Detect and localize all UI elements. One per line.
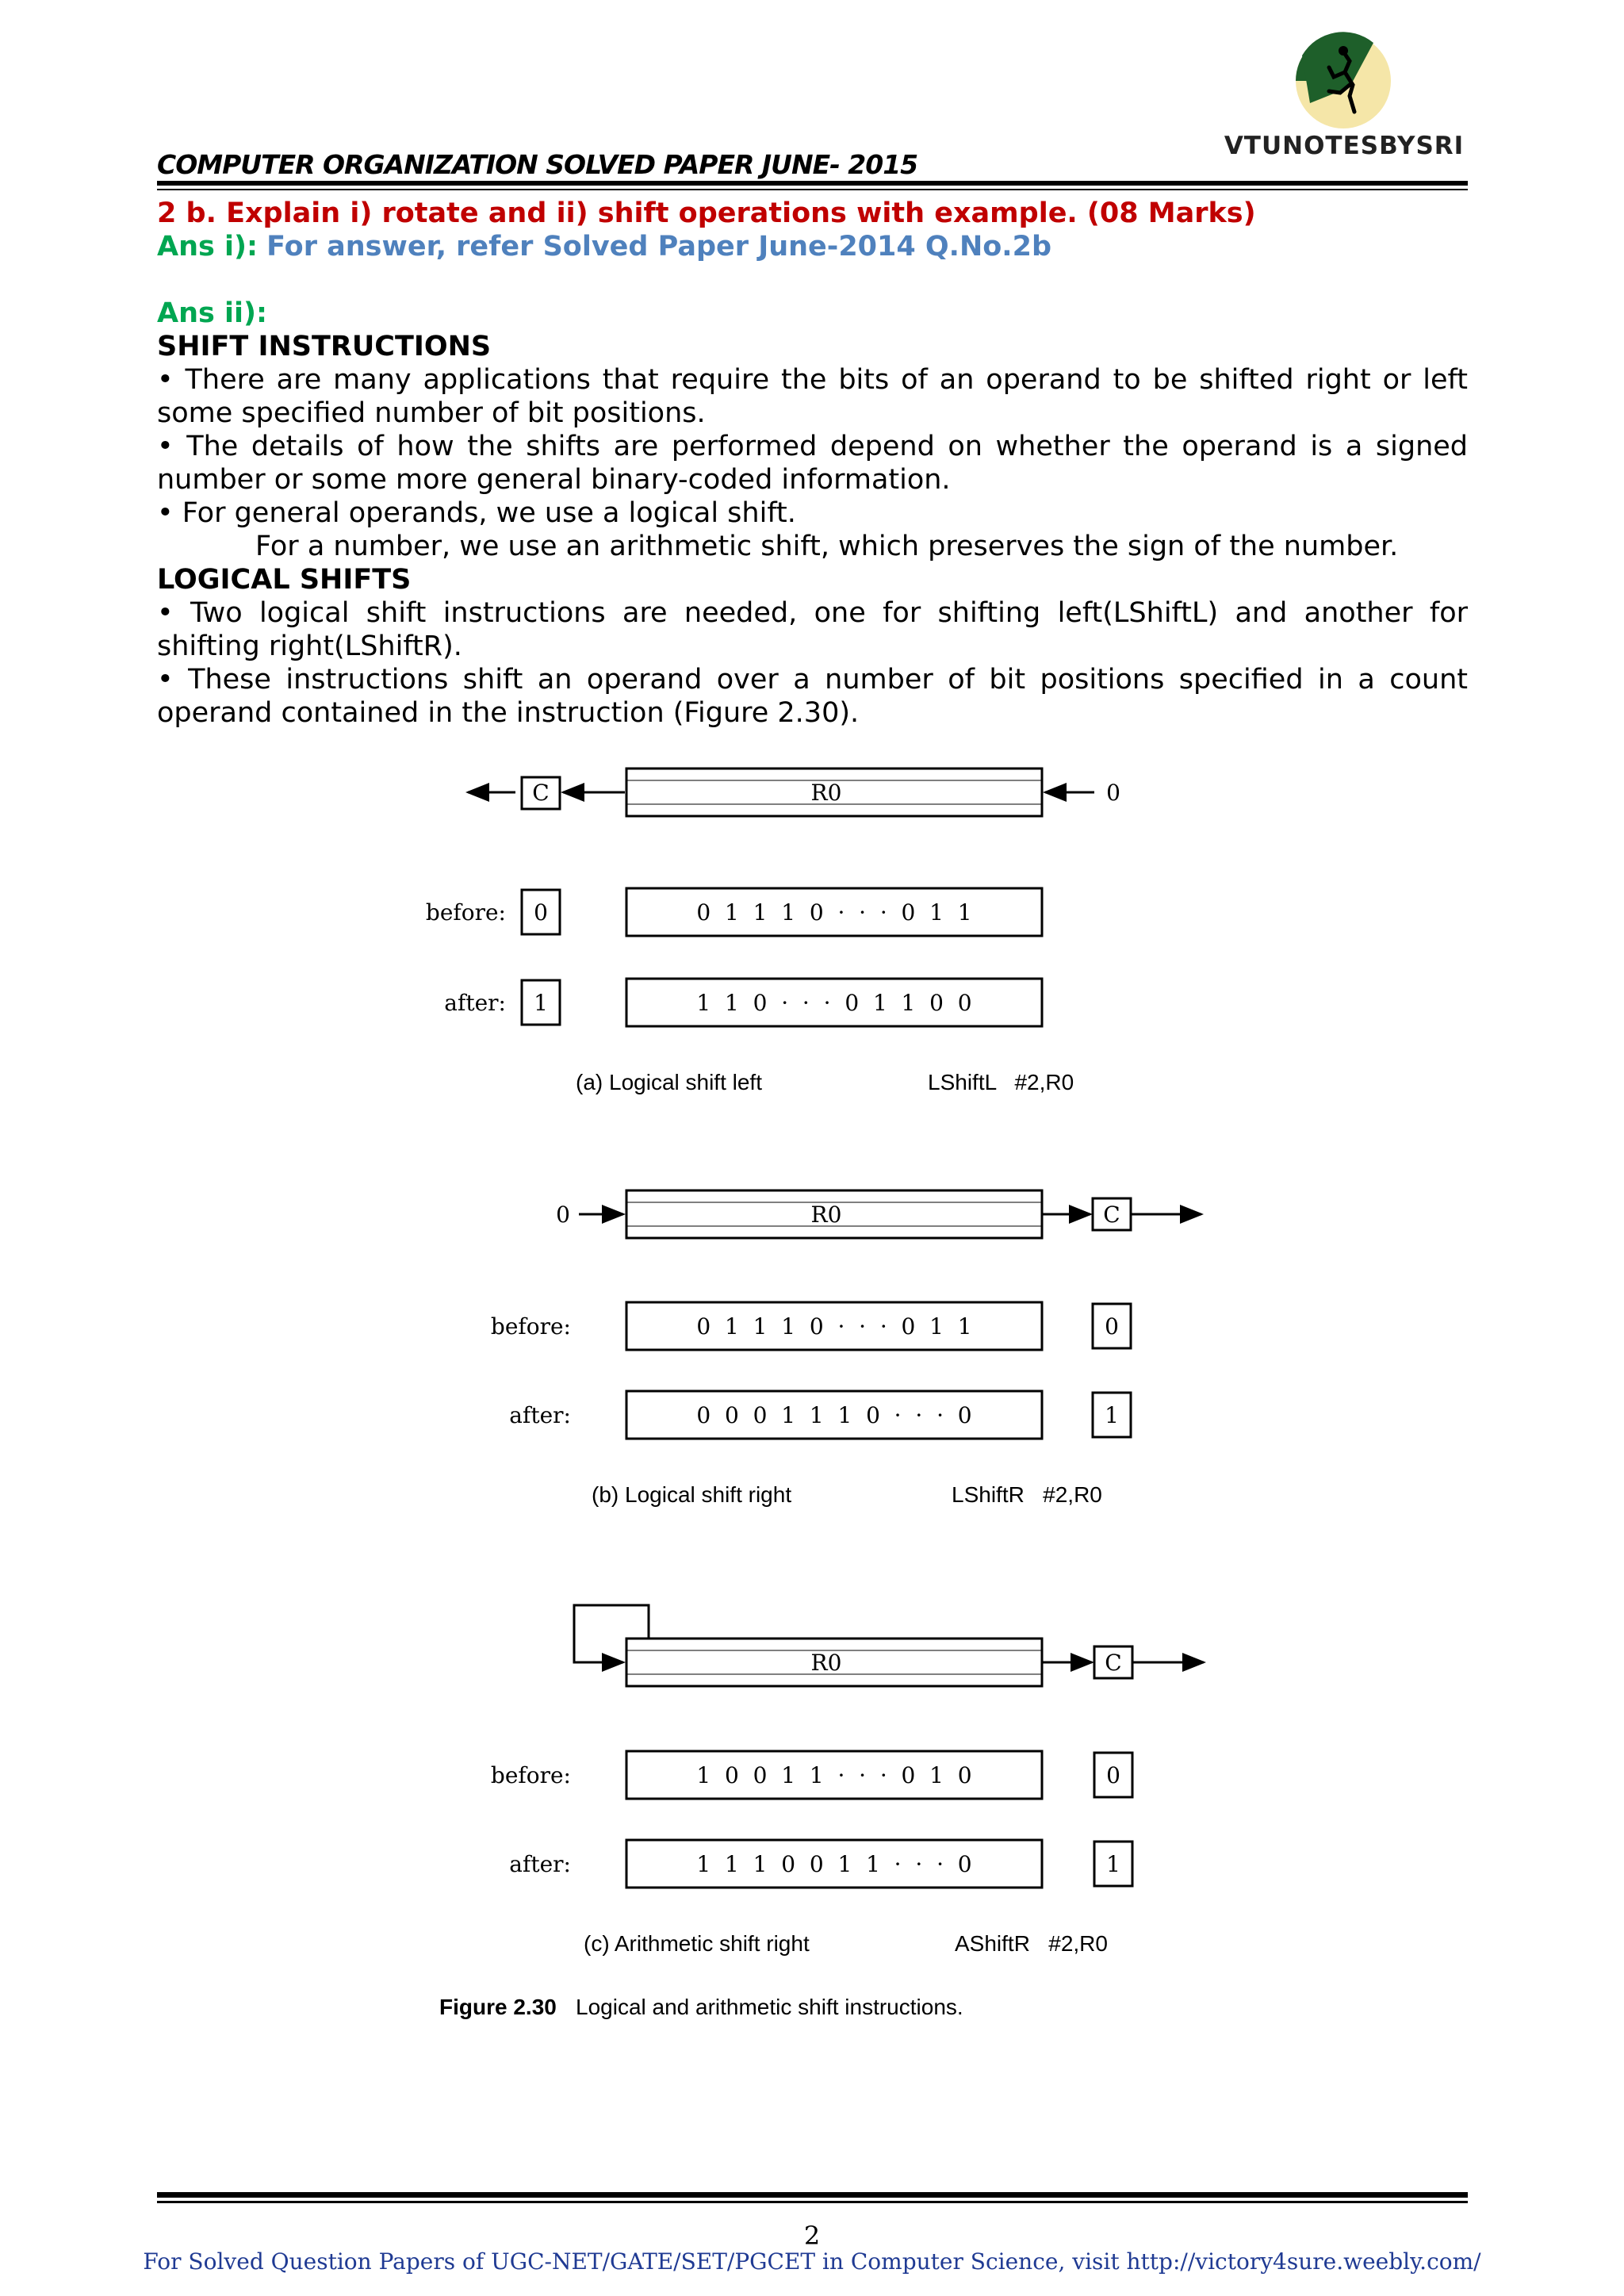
register-label: R0 bbox=[810, 1202, 842, 1228]
main-content bbox=[157, 197, 1468, 730]
carry-label: C bbox=[1105, 1650, 1122, 1676]
paragraph: • The details of how the shifts are performed depend on whether the operand is a signed number or some more general binary-coded information. bbox=[157, 431, 1468, 496]
document-header-title: COMPUTER ORGANIZATION SOLVED PAPER JUNE- 2015 bbox=[157, 149, 918, 180]
vtunotesbysri-logo bbox=[1221, 32, 1467, 167]
paragraph: • These instructions shift an operand over a number of bit positions specified in a count operand contained in the instruction (Figure 2.30). bbox=[157, 664, 1468, 729]
carry-before: 0 bbox=[534, 899, 548, 926]
carry-label: C bbox=[1103, 1202, 1120, 1228]
caption-c: (c) Arithmetic shift right bbox=[584, 1931, 810, 1956]
question-title: 2 b. Explain i) rotate and ii) shift operations with example. (08 Marks) bbox=[157, 197, 1256, 229]
carry-after: 1 bbox=[1105, 1402, 1119, 1428]
caption-a: (a) Logical shift left bbox=[576, 1070, 762, 1094]
header-rule-thin bbox=[157, 189, 1468, 190]
answer-two-label: Ans ii): bbox=[157, 297, 268, 329]
after-label: after: bbox=[444, 990, 506, 1016]
footer-text: For Solved Question Papers of UGC-NET/GATE/SET/PGCET in Computer Science, visit http://victory4sure.weebly.com/ bbox=[143, 2248, 1481, 2275]
after-label: after: bbox=[509, 1402, 571, 1428]
before-label: before: bbox=[490, 1313, 571, 1340]
bits-before: 0 1 1 1 0 · · · 0 1 1 bbox=[696, 1313, 972, 1340]
bits-after: 1 1 1 0 0 1 1 · · · 0 bbox=[696, 1851, 972, 1877]
logo-text: VTUNOTESBYSRI bbox=[1224, 132, 1465, 160]
figure-caption: Logical and arithmetic shift instructions. bbox=[576, 1995, 963, 2019]
zero-input: 0 bbox=[556, 1202, 570, 1228]
header-rule bbox=[157, 181, 1468, 186]
figure-2-30 bbox=[412, 753, 1237, 2038]
carry-label: C bbox=[532, 780, 550, 806]
before-label: before: bbox=[425, 899, 506, 926]
instruction-b: LShiftR #2,R0 bbox=[952, 1482, 1102, 1507]
answer-one-line bbox=[157, 230, 1468, 263]
paragraph: • There are many applications that require the bits of an operand to be shifted right or left some specified number of bit positions. bbox=[157, 364, 1468, 429]
climber-logo-icon bbox=[1294, 32, 1392, 130]
before-label: before: bbox=[490, 1762, 571, 1788]
after-label: after: bbox=[509, 1851, 571, 1877]
carry-before: 0 bbox=[1106, 1762, 1120, 1788]
carry-after: 1 bbox=[1106, 1851, 1120, 1877]
paragraph: • For general operands, we use a logical shift. bbox=[157, 497, 796, 529]
answer-one-label: Ans i): bbox=[157, 231, 259, 263]
register-label: R0 bbox=[810, 1650, 842, 1676]
bits-after: 1 1 0 · · · 0 1 1 0 0 bbox=[696, 990, 972, 1016]
register-label: R0 bbox=[810, 780, 842, 806]
shift-diagram bbox=[412, 753, 1237, 2038]
zero-input: 0 bbox=[1106, 780, 1120, 806]
page-number: 2 bbox=[803, 2221, 821, 2251]
paragraph: For a number, we use an arithmetic shift, which preserves the sign of the number. bbox=[255, 531, 1399, 562]
bits-before: 0 1 1 1 0 · · · 0 1 1 bbox=[696, 899, 972, 926]
shift-instructions-heading: SHIFT INSTRUCTIONS bbox=[157, 331, 492, 362]
bits-after: 0 0 0 1 1 1 0 · · · 0 bbox=[696, 1402, 972, 1428]
caption-b: (b) Logical shift right bbox=[592, 1482, 792, 1507]
figure-number: Figure 2.30 bbox=[439, 1995, 557, 2019]
instruction-a: LShiftL #2,R0 bbox=[928, 1070, 1074, 1094]
footer-rule-thin bbox=[157, 2201, 1468, 2203]
carry-after: 1 bbox=[534, 990, 548, 1016]
bits-before: 1 0 0 1 1 · · · 0 1 0 bbox=[696, 1762, 972, 1788]
answer-one-reference: For answer, refer Solved Paper June-2014 Q.No.2b bbox=[266, 231, 1051, 263]
logical-shifts-heading: LOGICAL SHIFTS bbox=[157, 564, 412, 596]
carry-before: 0 bbox=[1105, 1313, 1119, 1340]
footer-rule bbox=[157, 2192, 1468, 2198]
instruction-c: AShiftR #2,R0 bbox=[955, 1931, 1108, 1956]
paragraph: • Two logical shift instructions are needed, one for shifting left(LShiftL) and another for shifting right(LShiftR). bbox=[157, 597, 1468, 662]
